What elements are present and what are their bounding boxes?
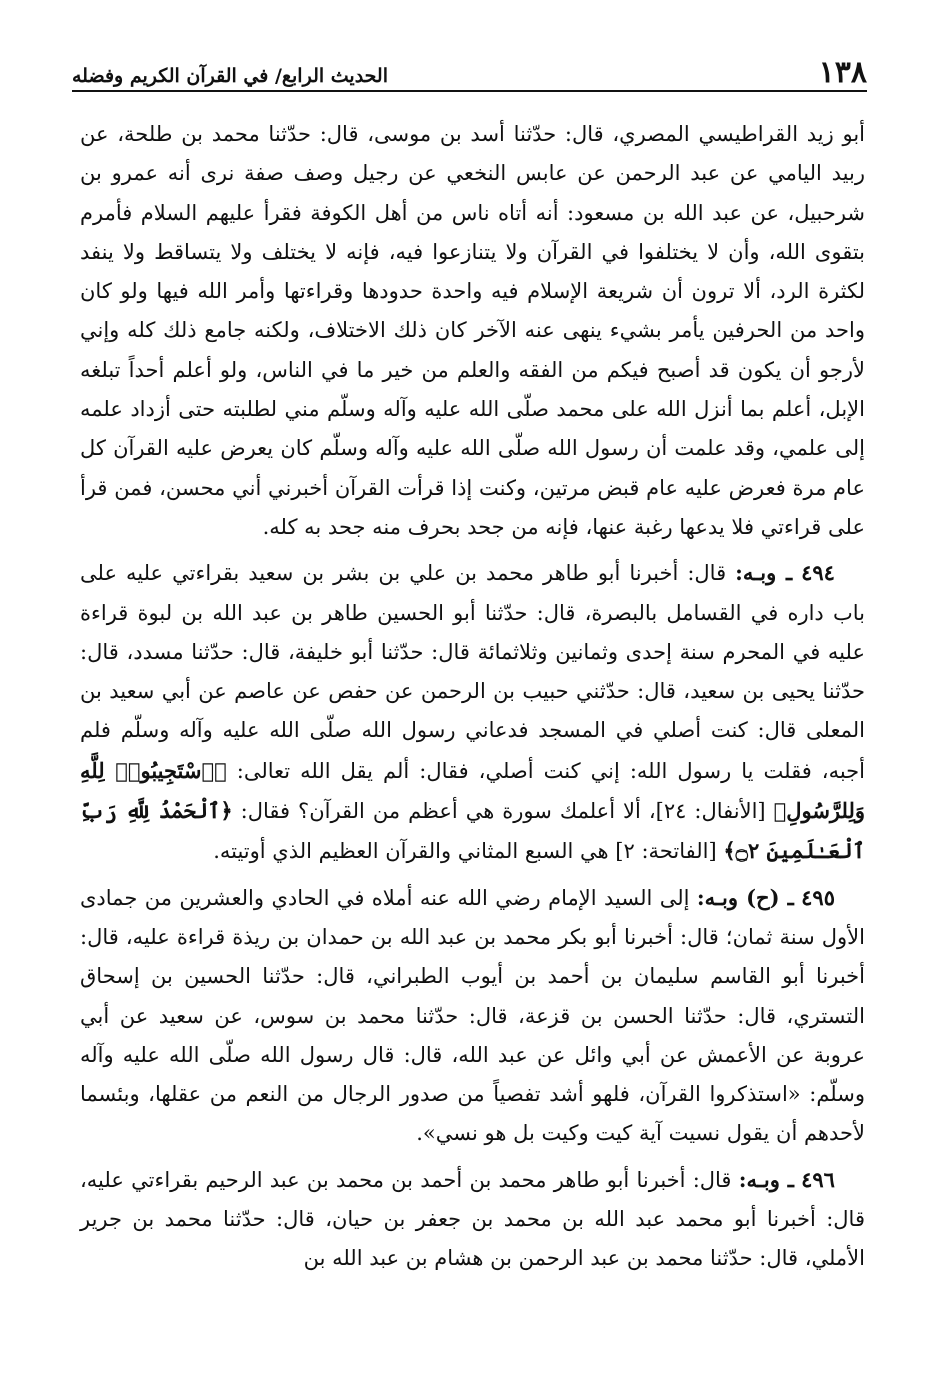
hadith-text: [الفاتحة: ٢] هي السبع المثاني والقرآن العظيم الذي أوتيته. [213,839,717,864]
running-title: الحديث الرابع/ في القرآن الكريم وفضله [72,65,388,87]
hadith-number: ٤٩٥ [801,884,835,910]
hadith-495 [80,878,865,1154]
hadith-lead: ـ (ح) وبـه: [696,884,794,910]
quran-verse: ﴿ٱلْحَمْدُ لِلَّهِ رَبِّ ٱلْعَـٰلَمِينَ ۝٢﴾ [80,798,865,864]
hadith-494 [80,553,865,871]
hadith-text: [الأنفال: ٢٤]، ألا أعلمك سورة هي أعظم من القرآن؟ فقال: [240,799,766,824]
header-divider [72,90,867,92]
page-number: ١٣٨ [818,55,867,90]
page-body [80,115,865,1285]
hadith-text: قال: أخبرنا أبو طاهر محمد بن علي بن بشر بن سعيد بقراءتي عليه على باب داره في القسامل بالبصرة، قال: حدّثنا أبو الحسين طاهر بن عبد الله بن لبوة قراءة عليه في المحرم سنة إحدى وثمانين وثلاثمائة قال: حدّثنا أبو خليفة، قال: حدّثنا مسدد، قال: حدّثنا يحيى بن سعيد، قال: حدّثني حبيب بن الرحمن عن حفص عن عاصم عن أبي سعيد بن المعلى قال: كنت أصلي في المسجد فدعاني رسول الله صلّى الله عليه وآله وسلّم فلم أجبه، فقلت يا رسول الله: إني كنت أصلي، فقال: ألم يقل الله تعالى: [80,561,865,783]
hadith-lead: ـ وبـه: [738,1166,794,1192]
page-header [72,52,867,94]
hadith-lead: ـ وبـه: [735,560,793,586]
hadith-text: قال: أخبرنا أبو طاهر محمد بن أحمد بن محمد بن عبد الرحيم بقراءتي عليه، قال: أخبرنا أبو محمد عبد الله بن محمد بن جعفر بن حيان، قال: حدّثنا محمد بن جرير الأملي، قال: حدّثنا محمد بن عبد الرحمن بن هشام بن عبد الله بن [80,1167,865,1271]
hadith-496 [80,1160,865,1279]
paragraph-continued: أبو زيد القراطيسي المصري، قال: حدّثنا أسد بن موسى، قال: حدّثنا محمد بن طلحة، عن ربيد اليامي عن عبد الرحمن عن عابس النخعي عن رجيل وصف صفة نرى أنه عمرو بن شرحبيل، عن عبد الله بن مسعود: أنه أتاه ناس من أهل الكوفة فقرأ عليهم السلام فأمرم بتقوى الله، وأن لا يختلفوا في القرآن ولا يتنازعوا فيه، فإنه لا يختلف ولا يتساقط ولا ينفد لكثرة الرد، ألا ترون أن شريعة الإسلام فيه واحدة حدودها وقراءتها وأمر الله فيها ولو كان واحد من الحرفين يأمر بشيء ينهى عنه الآخر كان ذلك الاختلاف، ولكنه جامع ذلك كله وإني لأرجو أن يكون قد أصبح فيكم من الفقه والعلم من خير ما في الناس، ولو أعلم أحداً تبلغه الإبل، أعلم بما أنزل الله على محمد صلّى الله عليه وآله وسلّم مني لطلبته حتى أزداد علمه إلى علمي، وقد علمت أن رسول الله صلّى الله عليه وآله وسلّم كان يعرض عليه القرآن كل عام مرة فعرض عليه عام قبض مرتين، وكنت إذا قرأت القرآن أخبرني أني محسن، فمن قرأ على قراءتي فلا يدعها رغبة عنها، فإنه من جحد بحرف منه جحد به كله. [80,122,865,539]
hadith-number: ٤٩٤ [801,560,835,586]
hadith-number: ٤٩٦ [801,1166,835,1192]
hadith-text: إلى السيد الإمام رضي الله عنه أملاه في الحادي والعشرين من جمادى الأول سنة ثمان؛ قال: أخبرنا أبو بكر محمد بن عبد الله بن حمدان بن ريذة قراءة عليه، قال: أخبرنا أبو القاسم سليمان بن أحمد بن أيوب الطبراني، قال: حدّثنا الحسين بن إسحاق التستري، قال: حدّثنا الحسن بن قزعة، قال: حدّثنا محمد بن سوس، عن سعيد عن أبي عروبة عن الأعمش عن أبي وائل عن عبد الله، قال: قال رسول الله صلّى الله عليه وآله وسلّم: «استذكروا القرآن، فلهو أشد تفصياً من صدور الرجال من النعم من عقلها، وبئسما لأحدهم أن يقول نسيت آية كيت وكيت بل هو نسي». [80,885,865,1146]
quran-verse: ﴿ٱسْتَجِيبُوا۟ لِلَّهِ وَلِلرَّسُولِ﴾ [80,757,866,824]
